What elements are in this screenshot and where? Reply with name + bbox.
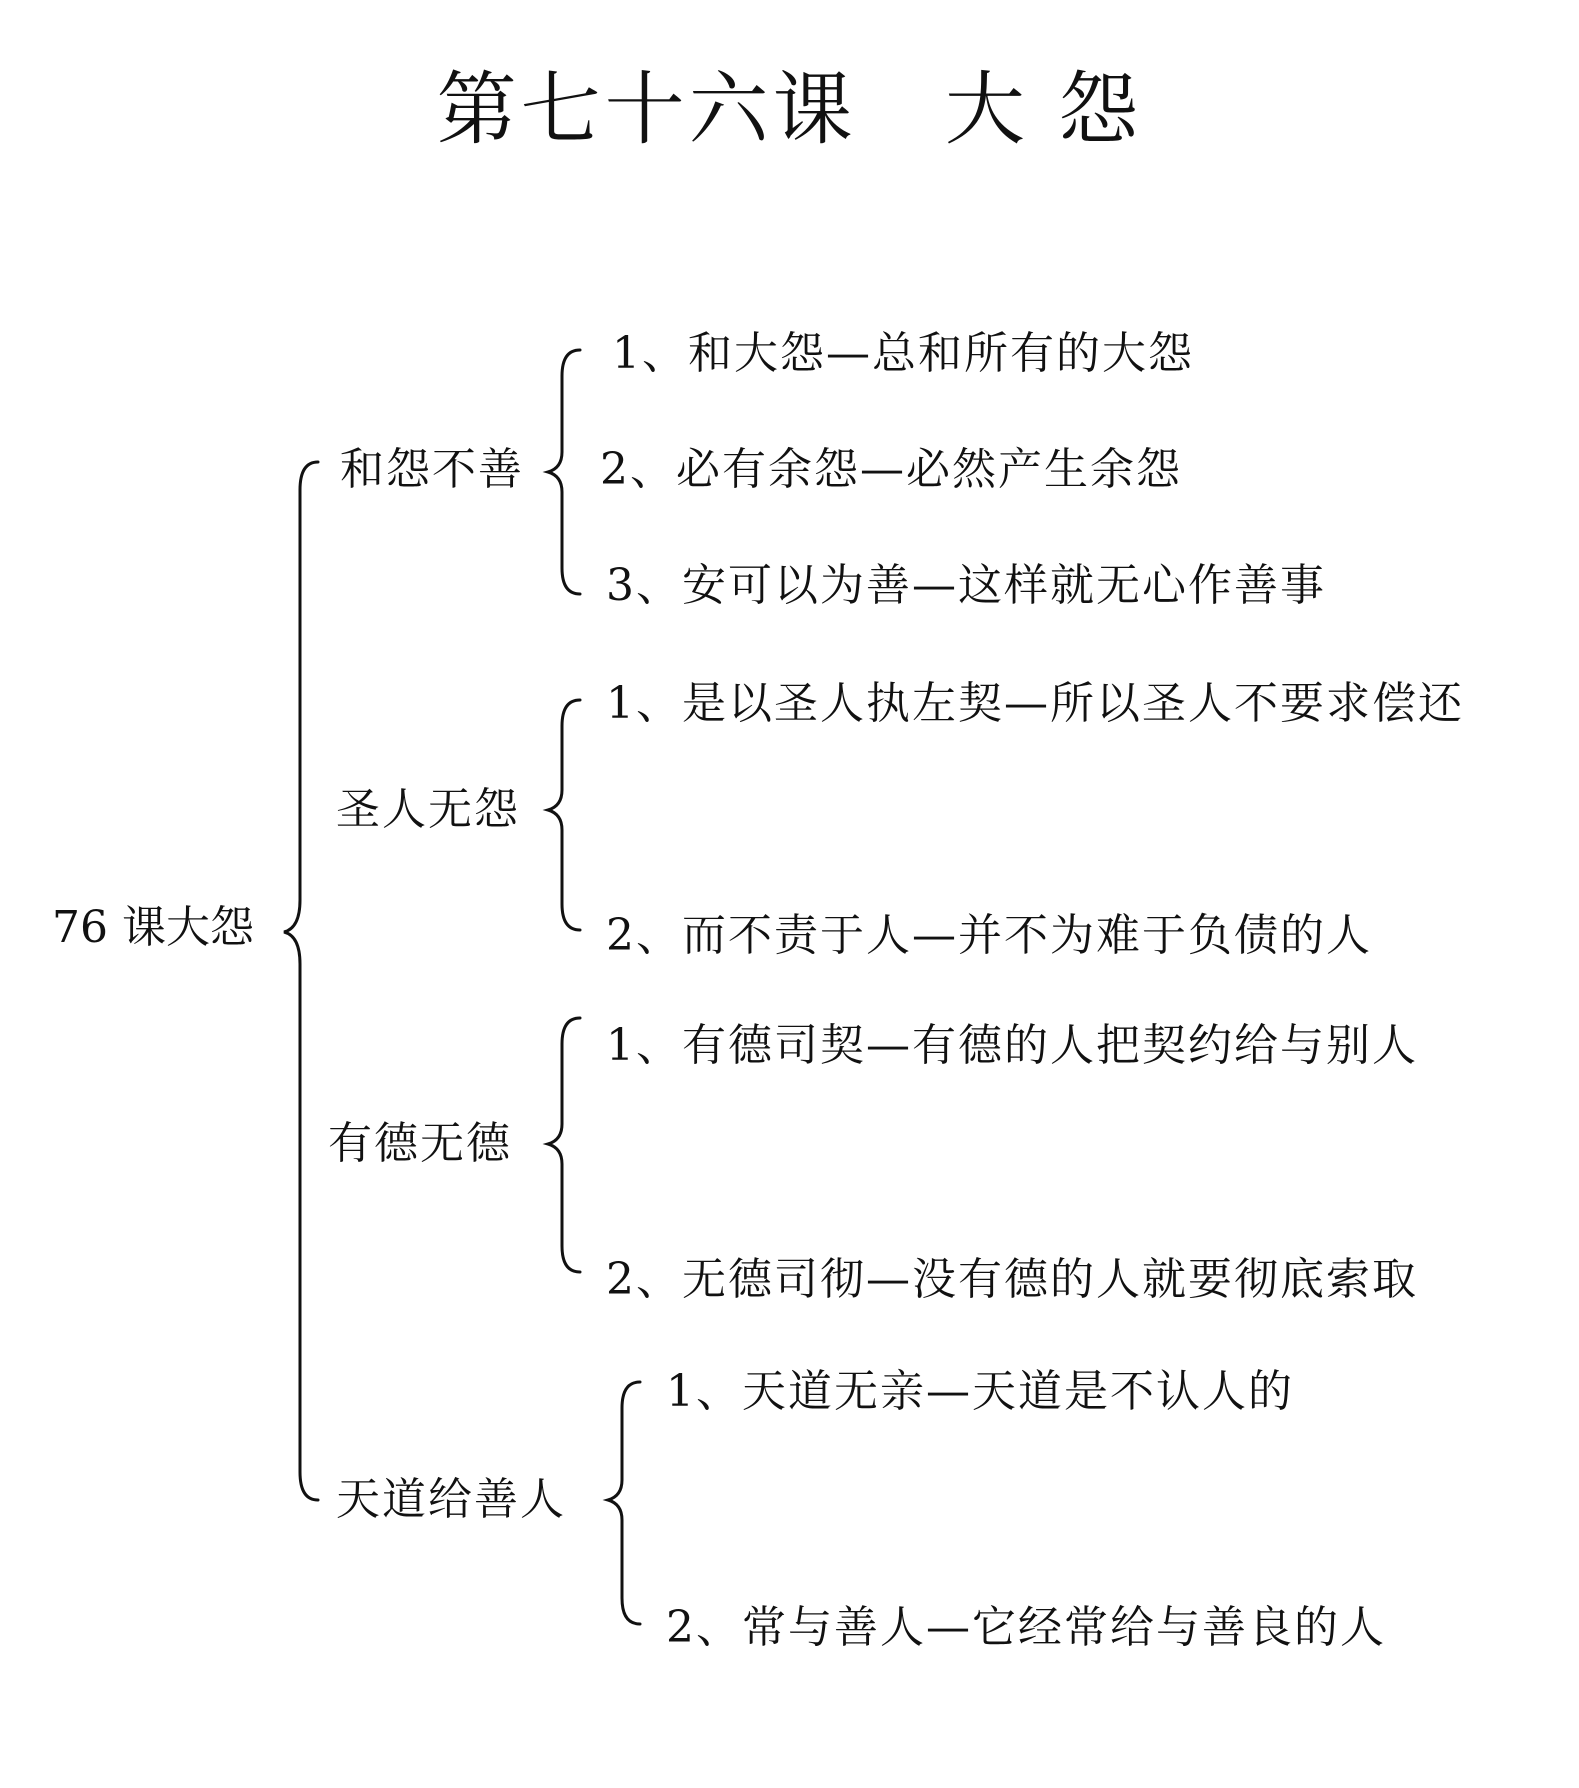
leaf-node-1-1: 1、和大怨—总和所有的大怨 [612,328,1194,379]
leaf-node-2-1: 1、是以圣人执左契—所以圣人不要求偿还 [606,678,1464,729]
diagram-title: 第七十六课 大 怨 [436,63,1143,156]
branch-node-3: 有德无德 [328,1118,512,1169]
root-node: 76 课大怨 [52,902,254,953]
leaf-node-4-1: 1、天道无亲—天道是不认人的 [666,1366,1294,1417]
branch-node-1: 和怨不善 [340,444,524,495]
branch-brace-4 [608,1382,640,1624]
leaf-node-3-2: 2、无德司彻—没有德的人就要彻底索取 [606,1254,1418,1305]
branch-node-2: 圣人无怨 [336,784,520,835]
leaf-node-1-3: 3、安可以为善—这样就无心作善事 [606,560,1326,611]
root-brace [284,462,318,1500]
leaf-node-3-1: 1、有德司契—有德的人把契约给与别人 [606,1020,1418,1071]
leaf-node-1-2: 2、必有余怨—必然产生余怨 [600,444,1182,495]
branch-brace-3 [548,1018,580,1272]
leaf-node-2-2: 2、而不责于人—并不为难于负债的人 [606,910,1372,961]
branch-brace-1 [548,350,580,594]
branch-node-4: 天道给善人 [336,1474,566,1525]
leaf-node-4-2: 2、常与善人—它经常给与善良的人 [666,1602,1386,1653]
branch-brace-2 [548,700,580,930]
